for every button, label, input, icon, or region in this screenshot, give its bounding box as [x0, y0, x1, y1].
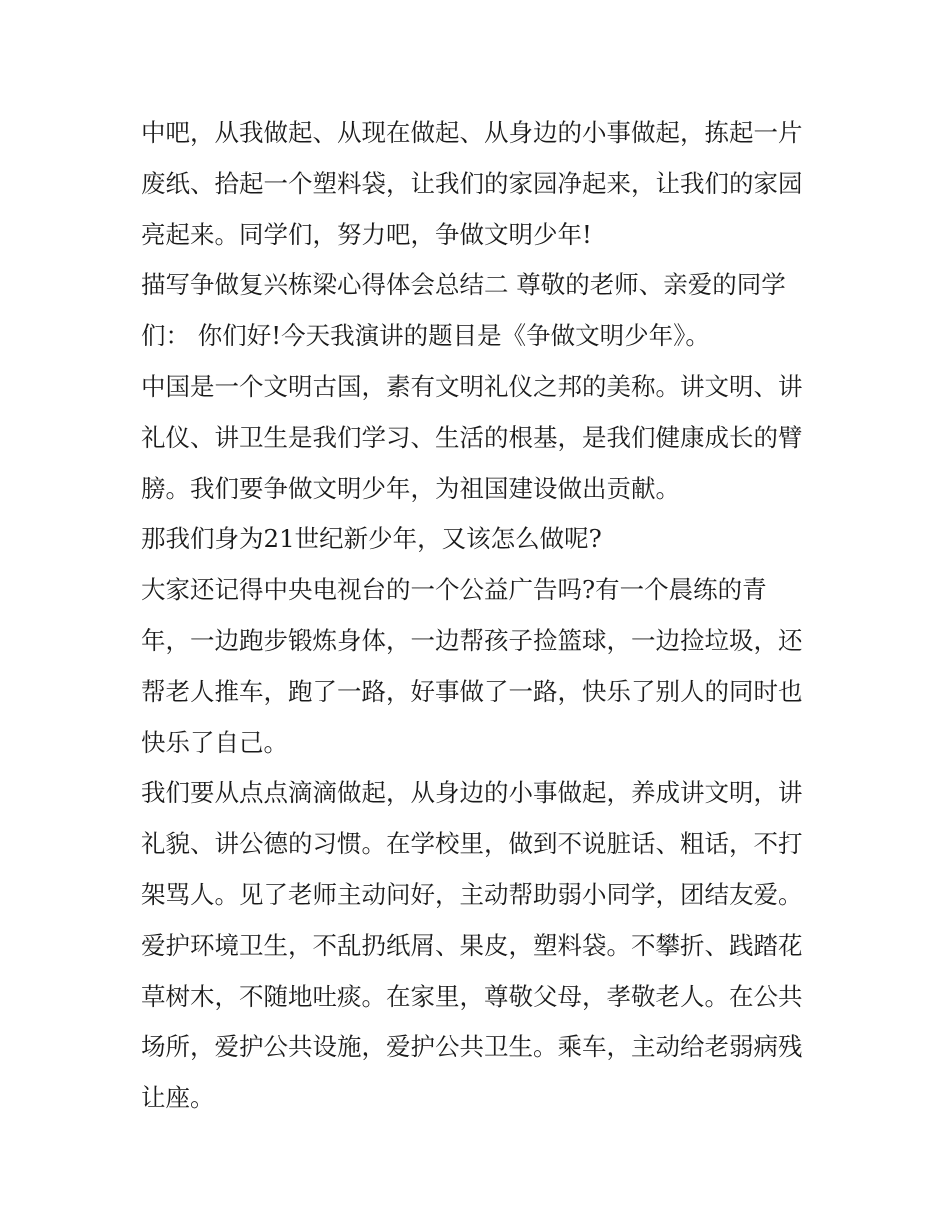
text-line: 亮起来。同学们，努力吧，争做文明少年!: [141, 219, 592, 249]
text-line: 架骂人。见了老师主动问好，主动帮助弱小同学，团结友爱。: [141, 879, 803, 909]
text-line: 废纸、拾起一个塑料袋，让我们的家园净起来，让我们的家园: [141, 168, 803, 198]
text-line: 草树木，不随地吐痰。在家里，尊敬父母，孝敬老人。在公共: [141, 981, 803, 1011]
text-line: 中国是一个文明古国，素有文明礼仪之邦的美称。讲文明、讲: [141, 371, 803, 401]
text-line: 们： 你们好!今天我演讲的题目是《争做文明少年》。: [141, 321, 710, 351]
text-line: 爱护环境卫生，不乱扔纸屑、果皮，塑料袋。不攀折、践踏花: [141, 930, 803, 960]
text-line: 我们要从点点滴滴做起，从身边的小事做起，养成讲文明，讲: [141, 778, 803, 808]
text-line: 场所，爱护公共设施，爱护公共卫生。乘车，主动给老弱病残: [141, 1032, 803, 1062]
text-line: 年，一边跑步锻炼身体，一边帮孩子捡篮球，一边捡垃圾，还: [141, 625, 803, 655]
text-line: 帮老人推车，跑了一路，好事做了一路，快乐了别人的同时也: [141, 676, 803, 706]
text-line: 让座。: [141, 1083, 215, 1113]
text-line: 膀。我们要争做文明少年，为祖国建设做出贡献。: [141, 473, 680, 503]
text-line: 那我们身为21世纪新少年，又该怎么做呢?: [141, 524, 602, 554]
text-line: 快乐了自己。: [141, 727, 288, 757]
text-line: 礼貌、讲公德的习惯。在学校里，做到不说脏话、粗话，不打: [141, 829, 803, 859]
section-heading-line: 描写争做复兴栋梁心得体会总结二 尊敬的老师、亲爱的同学: [141, 270, 786, 300]
document-body: [141, 108, 813, 1124]
text-line: 礼仪、讲卫生是我们学习、生活的根基，是我们健康成长的臂: [141, 422, 803, 452]
text-line: 中吧，从我做起、从现在做起、从身边的小事做起，拣起一片: [141, 118, 803, 147]
text-line: 大家还记得中央电视台的一个公益广告吗?有一个晨练的青: [141, 575, 767, 605]
